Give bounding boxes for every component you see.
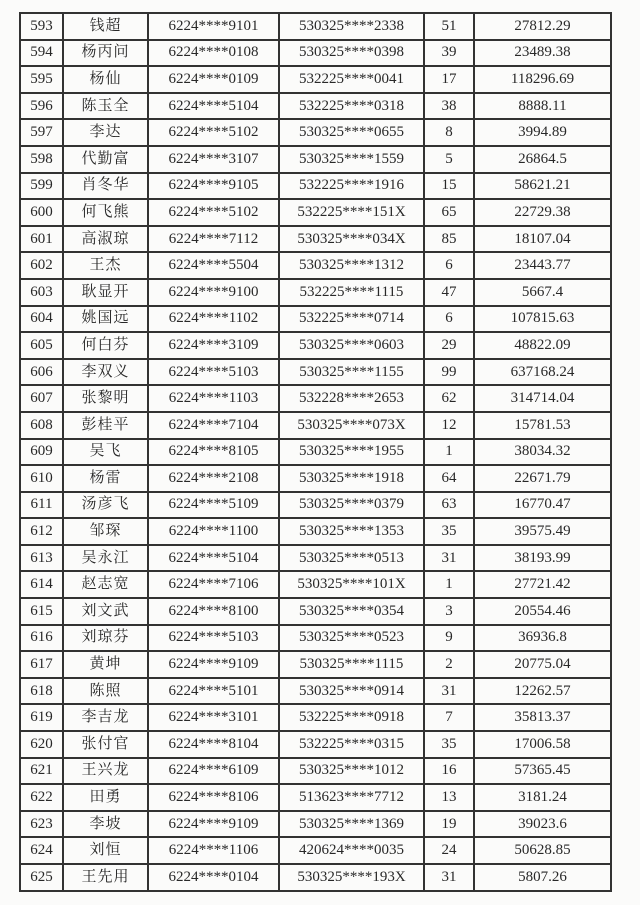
cell-person-name: 吴永江 — [63, 545, 148, 572]
cell-card-number: 6224****9105 — [148, 173, 279, 200]
cell-card-number: 6224****0108 — [148, 40, 279, 67]
cell-card-number: 6224****0109 — [148, 66, 279, 93]
cell-count: 39 — [424, 40, 474, 67]
cell-card-number: 6224****1106 — [148, 837, 279, 864]
cell-count: 31 — [424, 864, 474, 891]
cell-count: 15 — [424, 173, 474, 200]
cell-amount: 22671.79 — [474, 465, 611, 492]
cell-amount: 39023.6 — [474, 811, 611, 838]
cell-person-name: 汤彦飞 — [63, 492, 148, 519]
cell-count: 1 — [424, 439, 474, 466]
cell-row-number: 595 — [20, 66, 63, 93]
cell-card-number: 6224****5103 — [148, 359, 279, 386]
table-row — [20, 173, 611, 200]
cell-count: 35 — [424, 518, 474, 545]
cell-row-number: 600 — [20, 199, 63, 226]
table-row — [20, 625, 611, 652]
cell-count: 13 — [424, 784, 474, 811]
cell-card-number: 6224****9101 — [148, 13, 279, 40]
cell-id-number: 530325****0513 — [279, 545, 424, 572]
cell-row-number: 610 — [20, 465, 63, 492]
cell-count: 62 — [424, 385, 474, 412]
cell-card-number: 6224****1100 — [148, 518, 279, 545]
cell-person-name: 李达 — [63, 119, 148, 146]
cell-count: 7 — [424, 704, 474, 731]
cell-card-number: 6224****3107 — [148, 146, 279, 173]
cell-row-number: 622 — [20, 784, 63, 811]
table-row — [20, 279, 611, 306]
table-row — [20, 412, 611, 439]
table-row — [20, 465, 611, 492]
cell-row-number: 619 — [20, 704, 63, 731]
cell-id-number: 530325****0655 — [279, 119, 424, 146]
cell-person-name: 李双义 — [63, 359, 148, 386]
cell-person-name: 何飞熊 — [63, 199, 148, 226]
cell-id-number: 532228****2653 — [279, 385, 424, 412]
table-row — [20, 784, 611, 811]
cell-row-number: 625 — [20, 864, 63, 891]
cell-id-number: 530325****0398 — [279, 40, 424, 67]
cell-card-number: 6224****5109 — [148, 492, 279, 519]
cell-count: 51 — [424, 13, 474, 40]
cell-person-name: 耿显开 — [63, 279, 148, 306]
cell-person-name: 张付官 — [63, 731, 148, 758]
table-row — [20, 332, 611, 359]
cell-amount: 27812.29 — [474, 13, 611, 40]
cell-row-number: 593 — [20, 13, 63, 40]
cell-card-number: 6224****5504 — [148, 252, 279, 279]
cell-person-name: 王先用 — [63, 864, 148, 891]
cell-id-number: 530325****1155 — [279, 359, 424, 386]
cell-person-name: 高淑琼 — [63, 226, 148, 253]
cell-count: 65 — [424, 199, 474, 226]
table-row — [20, 598, 611, 625]
cell-card-number: 6224****3109 — [148, 332, 279, 359]
cell-id-number: 530325****034X — [279, 226, 424, 253]
cell-id-number: 530325****1312 — [279, 252, 424, 279]
cell-row-number: 594 — [20, 40, 63, 67]
cell-card-number: 6224****9109 — [148, 651, 279, 678]
cell-count: 38 — [424, 93, 474, 120]
cell-id-number: 530325****0603 — [279, 332, 424, 359]
cell-row-number: 618 — [20, 678, 63, 705]
cell-amount: 3181.24 — [474, 784, 611, 811]
table-row — [20, 226, 611, 253]
cell-row-number: 614 — [20, 571, 63, 598]
table-row — [20, 385, 611, 412]
cell-amount: 314714.04 — [474, 385, 611, 412]
table-row — [20, 571, 611, 598]
table-row — [20, 704, 611, 731]
cell-card-number: 6224****6109 — [148, 758, 279, 785]
cell-amount: 5667.4 — [474, 279, 611, 306]
cell-count: 12 — [424, 412, 474, 439]
cell-row-number: 601 — [20, 226, 63, 253]
cell-count: 8 — [424, 119, 474, 146]
cell-card-number: 6224****5102 — [148, 119, 279, 146]
cell-id-number: 532225****1115 — [279, 279, 424, 306]
cell-person-name: 黄坤 — [63, 651, 148, 678]
cell-id-number: 530325****1918 — [279, 465, 424, 492]
cell-id-number: 513623****7712 — [279, 784, 424, 811]
table-row — [20, 492, 611, 519]
cell-count: 31 — [424, 678, 474, 705]
cell-id-number: 420624****0035 — [279, 837, 424, 864]
cell-amount: 20775.04 — [474, 651, 611, 678]
cell-person-name: 田勇 — [63, 784, 148, 811]
cell-count: 2 — [424, 651, 474, 678]
cell-amount: 16770.47 — [474, 492, 611, 519]
table-row — [20, 837, 611, 864]
table-row — [20, 678, 611, 705]
cell-id-number: 532225****0041 — [279, 66, 424, 93]
table-row — [20, 93, 611, 120]
cell-amount: 12262.57 — [474, 678, 611, 705]
cell-amount: 48822.09 — [474, 332, 611, 359]
cell-card-number: 6224****0104 — [148, 864, 279, 891]
cell-row-number: 617 — [20, 651, 63, 678]
cell-count: 31 — [424, 545, 474, 572]
cell-person-name: 姚国远 — [63, 306, 148, 333]
cell-card-number: 6224****1103 — [148, 385, 279, 412]
table-row — [20, 199, 611, 226]
table-row — [20, 864, 611, 891]
cell-count: 6 — [424, 306, 474, 333]
cell-id-number: 530325****0914 — [279, 678, 424, 705]
cell-person-name: 杨雷 — [63, 465, 148, 492]
table-row — [20, 439, 611, 466]
cell-amount: 17006.58 — [474, 731, 611, 758]
table-row — [20, 731, 611, 758]
cell-card-number: 6224****2108 — [148, 465, 279, 492]
table-row — [20, 306, 611, 333]
table-row — [20, 651, 611, 678]
cell-id-number: 532225****0714 — [279, 306, 424, 333]
cell-id-number: 530325****1353 — [279, 518, 424, 545]
cell-row-number: 607 — [20, 385, 63, 412]
cell-card-number: 6224****1102 — [148, 306, 279, 333]
cell-amount: 23443.77 — [474, 252, 611, 279]
cell-amount: 5807.26 — [474, 864, 611, 891]
cell-card-number: 6224****8104 — [148, 731, 279, 758]
cell-amount: 20554.46 — [474, 598, 611, 625]
cell-amount: 3994.89 — [474, 119, 611, 146]
cell-person-name: 李坡 — [63, 811, 148, 838]
cell-row-number: 615 — [20, 598, 63, 625]
cell-person-name: 邹琛 — [63, 518, 148, 545]
cell-amount: 57365.45 — [474, 758, 611, 785]
cell-person-name: 刘琼芬 — [63, 625, 148, 652]
cell-row-number: 602 — [20, 252, 63, 279]
table-row — [20, 146, 611, 173]
cell-amount: 107815.63 — [474, 306, 611, 333]
cell-id-number: 532225****0315 — [279, 731, 424, 758]
cell-card-number: 6224****5104 — [148, 545, 279, 572]
cell-card-number: 6224****7112 — [148, 226, 279, 253]
cell-card-number: 6224****7106 — [148, 571, 279, 598]
cell-id-number: 530325****2338 — [279, 13, 424, 40]
cell-row-number: 611 — [20, 492, 63, 519]
cell-person-name: 赵志宽 — [63, 571, 148, 598]
table-row — [20, 66, 611, 93]
cell-person-name: 李吉龙 — [63, 704, 148, 731]
cell-row-number: 604 — [20, 306, 63, 333]
cell-id-number: 530325****193X — [279, 864, 424, 891]
cell-amount: 35813.37 — [474, 704, 611, 731]
cell-row-number: 624 — [20, 837, 63, 864]
cell-row-number: 620 — [20, 731, 63, 758]
cell-person-name: 吴飞 — [63, 439, 148, 466]
cell-card-number: 6224****5103 — [148, 625, 279, 652]
cell-id-number: 530325****1012 — [279, 758, 424, 785]
cell-count: 24 — [424, 837, 474, 864]
cell-count: 63 — [424, 492, 474, 519]
cell-amount: 15781.53 — [474, 412, 611, 439]
cell-id-number: 532225****0918 — [279, 704, 424, 731]
cell-card-number: 6224****8106 — [148, 784, 279, 811]
cell-count: 6 — [424, 252, 474, 279]
cell-person-name: 杨仙 — [63, 66, 148, 93]
cell-count: 1 — [424, 571, 474, 598]
cell-count: 99 — [424, 359, 474, 386]
records-table-body — [20, 13, 611, 891]
cell-amount: 39575.49 — [474, 518, 611, 545]
cell-card-number: 6224****5101 — [148, 678, 279, 705]
cell-row-number: 605 — [20, 332, 63, 359]
cell-count: 19 — [424, 811, 474, 838]
table-row — [20, 545, 611, 572]
cell-person-name: 钱超 — [63, 13, 148, 40]
cell-card-number: 6224****5104 — [148, 93, 279, 120]
cell-card-number: 6224****8105 — [148, 439, 279, 466]
cell-card-number: 6224****7104 — [148, 412, 279, 439]
cell-row-number: 606 — [20, 359, 63, 386]
cell-id-number: 530325****1955 — [279, 439, 424, 466]
cell-row-number: 623 — [20, 811, 63, 838]
cell-person-name: 杨丙问 — [63, 40, 148, 67]
cell-amount: 38193.99 — [474, 545, 611, 572]
cell-person-name: 陈玉全 — [63, 93, 148, 120]
table-row — [20, 40, 611, 67]
cell-row-number: 599 — [20, 173, 63, 200]
cell-row-number: 612 — [20, 518, 63, 545]
cell-person-name: 肖冬华 — [63, 173, 148, 200]
cell-count: 3 — [424, 598, 474, 625]
cell-card-number: 6224****5102 — [148, 199, 279, 226]
cell-person-name: 何白芬 — [63, 332, 148, 359]
cell-count: 5 — [424, 146, 474, 173]
cell-person-name: 张黎明 — [63, 385, 148, 412]
cell-card-number: 6224****3101 — [148, 704, 279, 731]
cell-row-number: 596 — [20, 93, 63, 120]
cell-card-number: 6224****8100 — [148, 598, 279, 625]
table-row — [20, 119, 611, 146]
cell-amount: 8888.11 — [474, 93, 611, 120]
cell-id-number: 530325****1369 — [279, 811, 424, 838]
cell-amount: 26864.5 — [474, 146, 611, 173]
cell-row-number: 613 — [20, 545, 63, 572]
cell-person-name: 刘文武 — [63, 598, 148, 625]
cell-id-number: 530325****1559 — [279, 146, 424, 173]
table-row — [20, 359, 611, 386]
cell-amount: 18107.04 — [474, 226, 611, 253]
cell-amount: 27721.42 — [474, 571, 611, 598]
cell-card-number: 6224****9109 — [148, 811, 279, 838]
table-row — [20, 518, 611, 545]
cell-row-number: 609 — [20, 439, 63, 466]
cell-row-number: 597 — [20, 119, 63, 146]
cell-id-number: 530325****0379 — [279, 492, 424, 519]
cell-count: 35 — [424, 731, 474, 758]
records-table — [19, 12, 612, 892]
cell-amount: 637168.24 — [474, 359, 611, 386]
table-row — [20, 758, 611, 785]
cell-row-number: 603 — [20, 279, 63, 306]
cell-amount: 36936.8 — [474, 625, 611, 652]
cell-amount: 50628.85 — [474, 837, 611, 864]
table-row — [20, 13, 611, 40]
cell-row-number: 598 — [20, 146, 63, 173]
cell-id-number: 530325****101X — [279, 571, 424, 598]
cell-count: 16 — [424, 758, 474, 785]
cell-person-name: 代勤富 — [63, 146, 148, 173]
cell-id-number: 530325****0523 — [279, 625, 424, 652]
cell-count: 47 — [424, 279, 474, 306]
cell-amount: 38034.32 — [474, 439, 611, 466]
table-row — [20, 252, 611, 279]
cell-amount: 58621.21 — [474, 173, 611, 200]
cell-amount: 23489.38 — [474, 40, 611, 67]
cell-person-name: 王杰 — [63, 252, 148, 279]
cell-card-number: 6224****9100 — [148, 279, 279, 306]
cell-count: 17 — [424, 66, 474, 93]
cell-id-number: 532225****1916 — [279, 173, 424, 200]
cell-id-number: 532225****0318 — [279, 93, 424, 120]
cell-count: 9 — [424, 625, 474, 652]
cell-person-name: 王兴龙 — [63, 758, 148, 785]
cell-person-name: 陈照 — [63, 678, 148, 705]
cell-row-number: 621 — [20, 758, 63, 785]
cell-id-number: 530325****0354 — [279, 598, 424, 625]
cell-id-number: 532225****151X — [279, 199, 424, 226]
cell-person-name: 彭桂平 — [63, 412, 148, 439]
cell-count: 64 — [424, 465, 474, 492]
cell-id-number: 530325****1115 — [279, 651, 424, 678]
cell-id-number: 530325****073X — [279, 412, 424, 439]
cell-row-number: 616 — [20, 625, 63, 652]
table-row — [20, 811, 611, 838]
cell-person-name: 刘恒 — [63, 837, 148, 864]
cell-row-number: 608 — [20, 412, 63, 439]
cell-amount: 118296.69 — [474, 66, 611, 93]
cell-count: 29 — [424, 332, 474, 359]
cell-count: 85 — [424, 226, 474, 253]
cell-amount: 22729.38 — [474, 199, 611, 226]
